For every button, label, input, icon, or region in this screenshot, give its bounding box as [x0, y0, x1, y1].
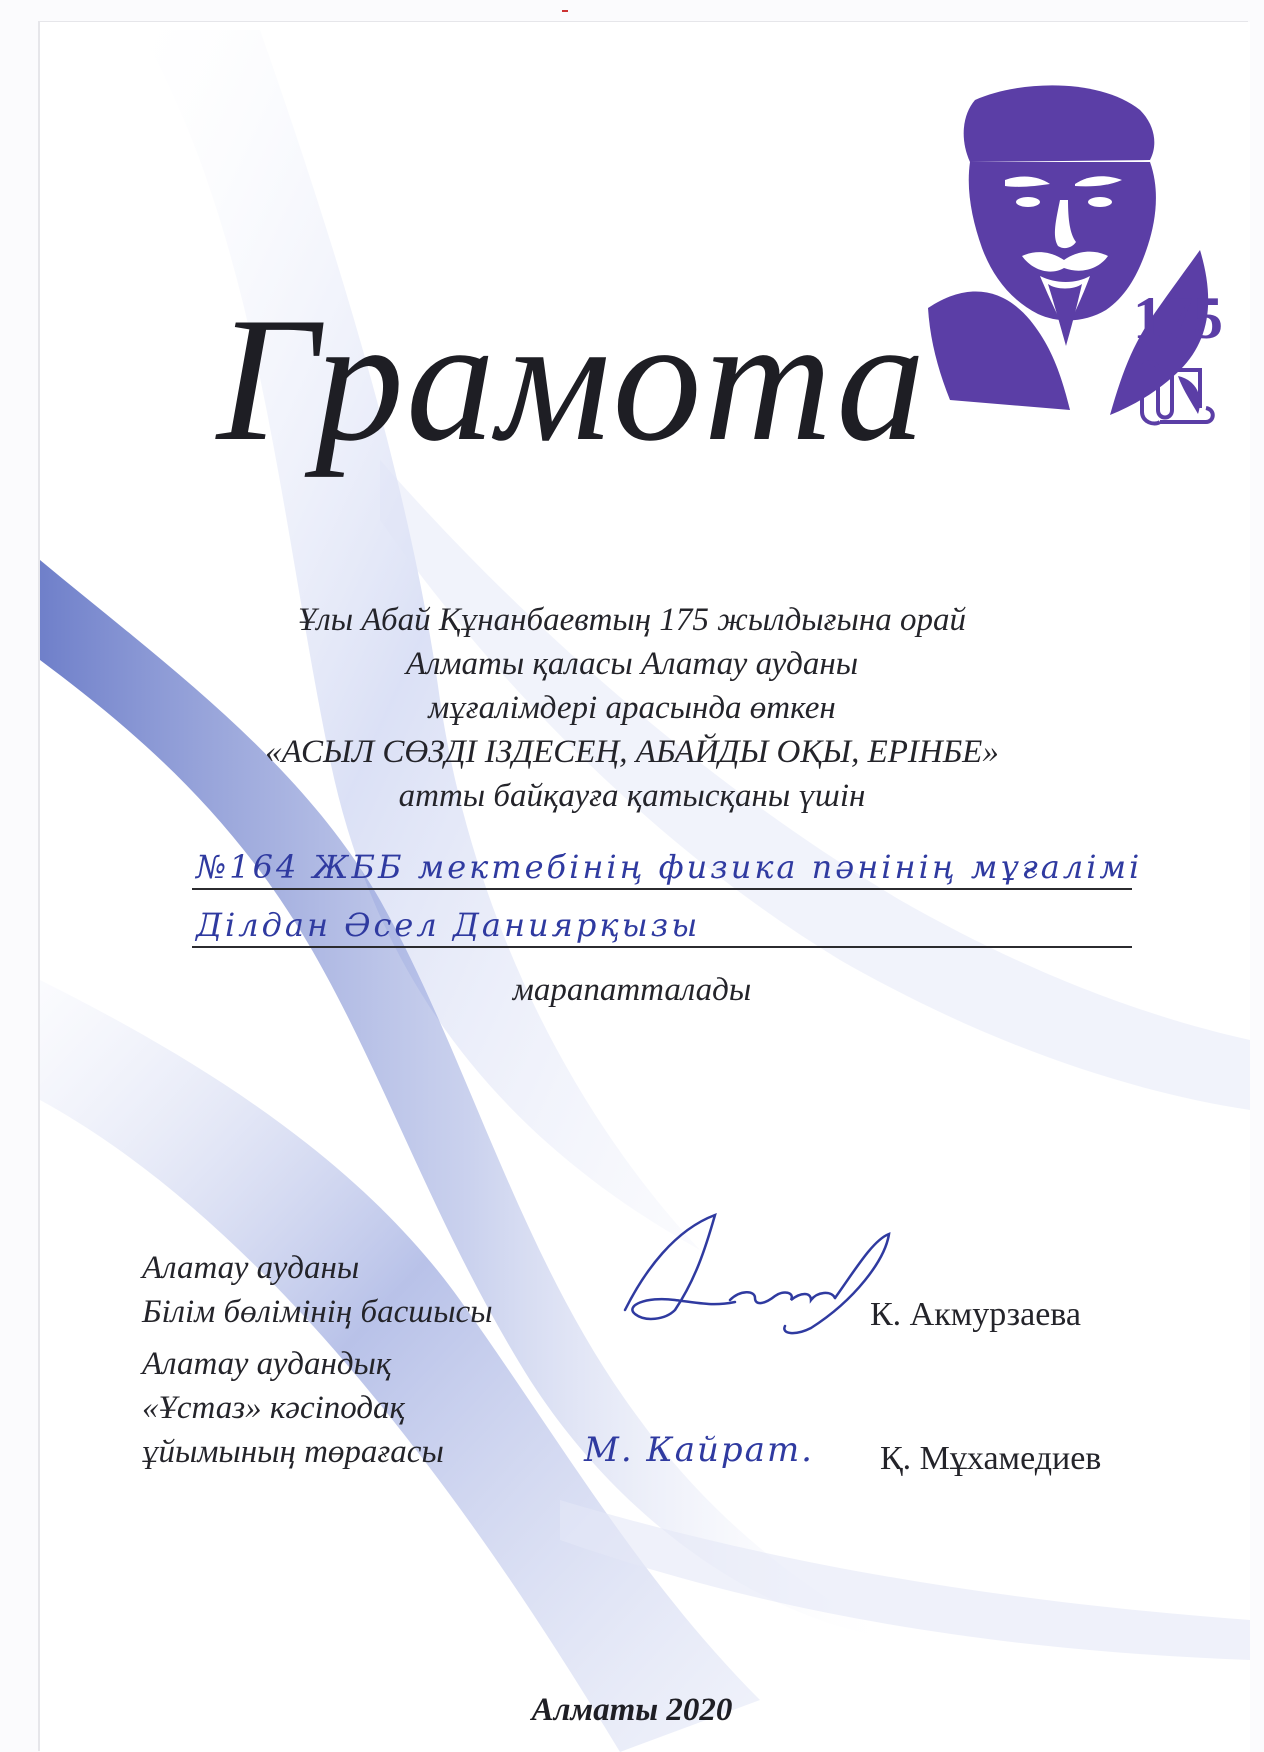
body-line-contest-name: «АСЫЛ СӨЗДІ ІЗДЕСЕҢ, АБАЙДЫ ОҚЫ, ЕРІНБЕ» [265, 734, 999, 770]
body-line-participation: атты байқауға қатысқаны үшін [398, 778, 866, 814]
recipient-school-handwriting: №164 ЖББ мектебінің физика пәнінің мұғалімі [196, 848, 1143, 886]
signature-1 [605, 1210, 895, 1340]
signatory-2-title-line-3: ұйымының төрағасы [142, 1434, 444, 1470]
footer-city-year: Алматы 2020 [531, 1692, 733, 1728]
recipient-name-handwriting: Ділдан Әсел Даниярқызы [196, 906, 701, 944]
awarded-text: марапатталады [512, 972, 752, 1008]
signatory-1-title-line-1: Алатау ауданы [142, 1250, 360, 1286]
emblem-anniversary-number: 175 [1133, 285, 1223, 351]
signatory-1-title-line-2: Білім бөлімінің басшысы [142, 1294, 493, 1330]
signatory-2-name: Қ. Мұхамедиев [880, 1440, 1102, 1477]
signature-2: М. Кайрат. [584, 1430, 814, 1470]
recipient-line-1 [192, 838, 1143, 890]
signatory-2-title-line-2: «Ұстаз» кәсіподақ [142, 1390, 405, 1426]
body-line-among-teachers: мұғалімдері арасында өткен [428, 690, 836, 726]
body-line-district: Алматы қаласы Алатау ауданы [405, 646, 859, 682]
certificate-body [0, 598, 1264, 818]
certificate-title: Грамота [216, 280, 928, 478]
signatory-1-title [142, 1246, 493, 1334]
signatory-1-name: К. Акмурзаева [870, 1296, 1081, 1333]
recipient-line-2 [192, 896, 1132, 948]
body-line-occasion: Ұлы Абай Құнанбаевтың 175 жылдығына орай [298, 602, 966, 638]
signatory-2-title [142, 1342, 444, 1474]
recipient-lines [192, 838, 1143, 954]
signatory-2-title-line-1: Алатау аудандық [142, 1346, 392, 1382]
